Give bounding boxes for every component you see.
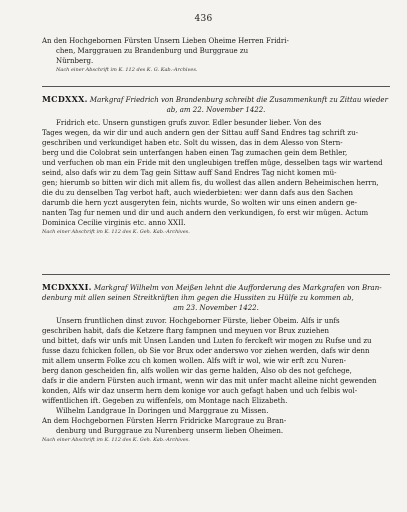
text-line: Unsern fruntlichen dinst zuvor. Hochgeborner Fürste, lieber Obeim. Alfs ir unfs — [56, 317, 340, 325]
address-line: An dem Hochgebornen Fürsten Herrn Fridricke Marcgraue zu Bran- — [42, 417, 287, 425]
text-line: die du zu denselben Tag verbot haft, auch wiederbieten: wer dann dafs aus den Sachen — [42, 189, 354, 197]
document-heading — [42, 94, 390, 105]
text-line: fusse dazu fchicken follen, ob Sie vor Brux oder anderswo vor ziehen werden, dafs wir denn — [42, 347, 370, 355]
text-line: berg und die Colobrat sein unterfangen haben einen Tag zumachen gein dem Bethler, — [42, 149, 348, 157]
regest-date: ab, am 22. November 1422. — [166, 106, 266, 114]
document-number: MCDXXXI. — [42, 282, 92, 292]
address-line: An den Hochgebornen Fürsten Unsern Lieben Oheime Herren Fridri- — [42, 37, 289, 45]
regest-text: Markgraf Wilhelm von Meißen lehnt die Aufforderung des Markgrafen von Bran- — [93, 284, 382, 292]
document-number: MCDXXX. — [42, 94, 88, 104]
text-line: Fridrich etc. Unsern gunstigen grufs zuvor. Edler besunder lieber. Von des — [56, 119, 322, 127]
text-line: Tages wegen, da wir dir und auch andern gen der Sittau auff Sand Endres tag schrift zu- — [42, 129, 358, 137]
text-line: und verfuchen ob man ein Fride mit den ungleubigen treffen müge, desselben tags wir wartend — [42, 159, 383, 167]
regest-date: am 23. November 1422. — [173, 304, 259, 312]
signature-line: Wilhelm Landgraue In Doringen und Marggraue zu Missen. — [56, 407, 269, 415]
source-note: Nach einer Abschrift im K. 112 des K. Geh. Kab.-Archives. — [42, 229, 190, 235]
address-line: denburg und Burggraue zu Nurenberg unserm lieben Oheimen. — [56, 427, 284, 435]
address-block-previous — [42, 36, 390, 74]
text-line: mit allem unserm Folke zcu ch komen wollen. Alfs wift ir wol, wie wir erft zcu Nuren- — [42, 357, 346, 365]
document-heading — [42, 282, 390, 293]
regest-text-continued: denburg mit allen seinen Streitkräften ihm gegen die Hussiten zu Hülfe zu kommen ab, — [42, 294, 354, 302]
text-line: und bittet, dafs wir unfs mit Unsen Landen und Luten fo ferckeft wir mogen zu Rufse und zu — [42, 337, 372, 345]
page-number: 436 — [194, 14, 213, 24]
regest-text: Markgraf Friedrich von Brandenburg schreibt die Zusammenkunft zu Zittau wieder — [89, 96, 388, 104]
text-line: geschriben habit, dafs die Ketzere ftarg fampnen und meyuen vor Brux zuziehen — [42, 327, 330, 335]
document-mcdxxx — [42, 94, 390, 236]
text-line: Dominica Cecilie virginis etc. anno XXII. — [42, 219, 186, 227]
text-line: konden, Alfs wir daz unserm hern dem konige vor auch gefagt haben und uch felbis wol- — [42, 387, 358, 395]
document-mcdxxxi — [42, 282, 390, 444]
text-line: seind, also dafs wir zu dem Tag gein Sittaw auff Sand Endres Tag nicht komen mü- — [42, 169, 337, 177]
text-line: dafs ir die andern Fürsten auch irmant, wenn wir das mit unfer macht alleine nicht gewenden — [42, 377, 377, 385]
text-line: nanten Tag fur nemen und dir und auch andern den verkundigen, fo erst wir mügen. Actum — [42, 209, 369, 217]
text-line: darumb die hern yczt ausgeryten fein, nichts wurde, So wolten wir uns einen andern ge- — [42, 199, 357, 207]
address-line: Nürnberg. — [56, 57, 94, 65]
text-line: berg danon gescheiden fin, alfs wollen wir das gerne halden, Also ob des not gefchege, — [42, 367, 352, 375]
text-line: wiffentlichen ift. Gegeben zu wiffenfels, om Montage nach Elizabeth. — [42, 397, 288, 405]
section-divider — [42, 86, 390, 87]
section-divider — [42, 274, 390, 275]
text-line: gen; hierumb so bitten wir dich mit allem fis, du wollest das allen andern Beheimischen herrn, — [42, 179, 379, 187]
source-note: Nach einer Abschrift im K. 112 des K. G. Kab.-Archives. — [56, 67, 198, 73]
address-line: chen, Marggrauen zu Brandenburg und Burggraue zu — [56, 47, 249, 55]
source-note: Nach einer Abschrift im K. 112 des K. Geh. Kab.-Archives. — [42, 437, 190, 443]
text-line: geschriben und verkundiget haben etc. Solt du wissen, das in dem Alesso von Stern- — [42, 139, 343, 147]
